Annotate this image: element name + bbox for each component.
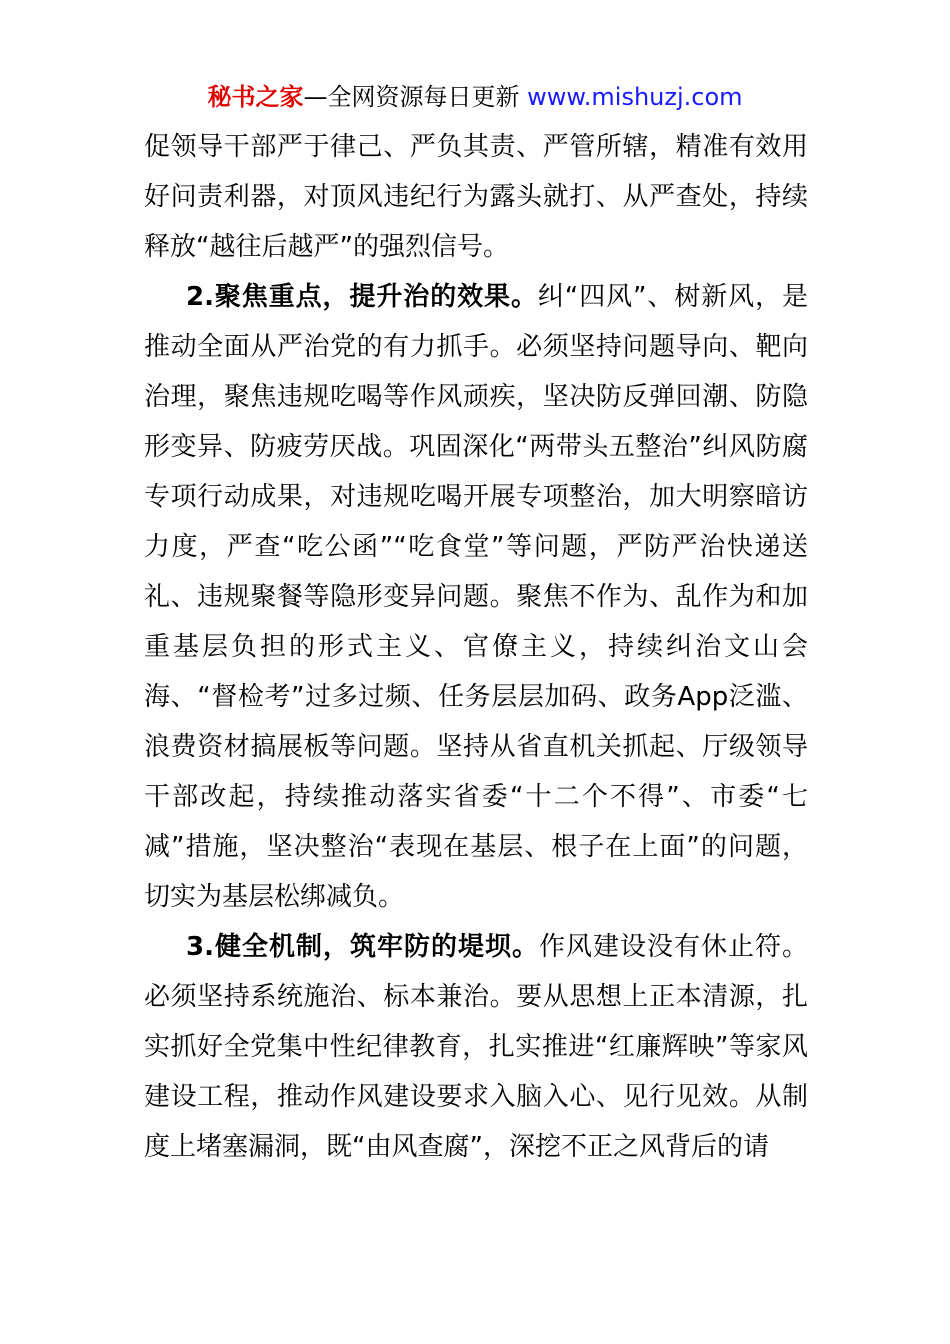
- paragraph-text: 纠“四风”、树新风，是推动全面从严治党的有力抓手。必须坚持问题导向、靶向治理，聚焦违规吃喝等作风顽疾，坚决防反弹回潮、防隐形变异、防疲劳厌战。巩固深化“两带头五整治”纠风防腐专项行动成果，对违规吃喝开展专项整治，加大明察暗访力度，严查“吃公函”“吃食堂”等问题，严防严治快递送礼、违规聚餐等隐形变异问题。聚焦不作为、乱作为和加重基层负担的形式主义、官僚主义，持续纠治文山会海、“督检考”过多过频、任务层层加码、政务App泛滥、浪费资材搞展板等问题。坚持从省直机关抓起、厅级领导干部改起，持续推动落实省委“十二个不得”、市委“七减”措施，坚决整治“表现在基层、根子在上面”的问题，切实为基层松绑减负。: [144, 282, 808, 912]
- document-body: [144, 122, 808, 1172]
- site-tagline: —全网资源每日更新: [303, 83, 528, 111]
- paragraph-continued: [144, 122, 808, 272]
- site-brand: 秘书之家: [207, 83, 304, 111]
- site-url[interactable]: www.mishuzj.com: [527, 83, 743, 111]
- site-header: [0, 80, 950, 114]
- paragraph-section-3: [144, 922, 808, 1172]
- section-heading: 2.聚焦重点，提升治的效果。: [186, 282, 538, 312]
- paragraph-text: 作风建设没有休止符。必须坚持系统施治、标本兼治。要从思想上正本清源，扎实抓好全党集中性纪律教育，扎实推进“红廉辉映”等家风建设工程，推动作风建设要求入脑入心、见行见效。从制度上堵塞漏洞，既“由风查腐”，深挖不正之风背后的请: [144, 932, 808, 1162]
- paragraph-text: 促领导干部严于律己、严负其责、严管所辖，精准有效用好问责利器，对顶风违纪行为露头就打、从严查处，持续释放“越往后越严”的强烈信号。: [144, 132, 808, 262]
- section-heading: 3.健全机制，筑牢防的堤坝。: [186, 932, 539, 962]
- paragraph-section-2: [144, 272, 808, 922]
